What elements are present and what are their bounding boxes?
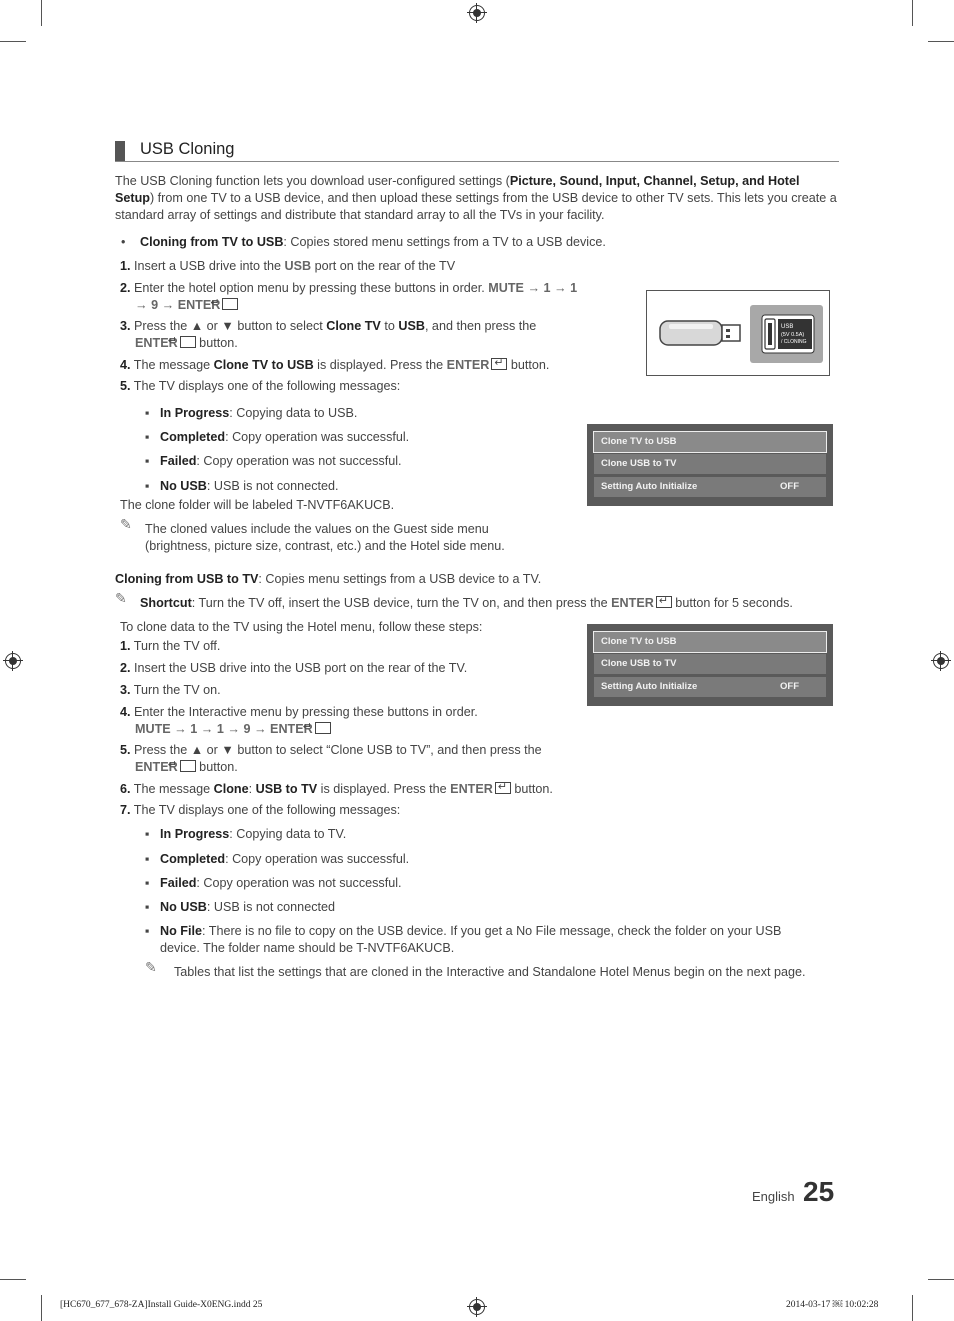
language-label: English — [752, 1189, 795, 1204]
enter-icon — [180, 336, 196, 348]
message-item: No File: There is no file to copy on the USB device. If you get a No File message, check the folder on your USB device. The folder name should be T-NVTF6AKUCB. — [160, 924, 782, 955]
menu-item-setting-auto-initialize[interactable]: Setting Auto Initialize OFF — [594, 677, 826, 697]
step-4: 4. The message Clone TV to USB is displayed. Press the ENTER↵ button. — [120, 357, 590, 374]
bullet-dot: ▪ — [145, 900, 150, 914]
final-note: Tables that list the settings that are cloned in the Interactive and Standalone Hotel Menus begin on the next page. — [174, 965, 806, 979]
bullet-dot: • — [121, 235, 126, 249]
usb-port-label: (5V 0.5A) — [781, 332, 805, 338]
menu-item-clone-tv-to-usb[interactable]: Clone TV to USB — [594, 632, 826, 652]
registration-mark-icon — [469, 5, 485, 21]
note-icon: ✎ — [120, 517, 132, 533]
note-icon: ✎ — [145, 960, 157, 976]
page-number: 25 — [803, 1176, 835, 1207]
usb-drive-icon — [647, 291, 829, 375]
bullet-dot: ▪ — [145, 454, 150, 468]
usb-port-label: USB — [781, 324, 794, 330]
shortcut-note: Shortcut: Turn the TV off, insert the USB device, turn the TV on, and then press the ENTER↵ button for 5 seconds. — [140, 595, 840, 612]
message-item: In Progress: Copying data to TV. — [160, 827, 347, 841]
enter-icon — [495, 782, 511, 794]
crop-mark — [912, 1295, 913, 1321]
menu-item-clone-usb-to-tv[interactable]: Clone USB to TV — [594, 654, 826, 674]
enter-icon — [180, 760, 196, 772]
file-info: [HC670_677_678-ZA]Install Guide-X0ENG.indd 25 — [60, 1300, 263, 1310]
clone-steps-lead: To clone data to the TV using the Hotel menu, follow these steps: — [120, 620, 483, 634]
message-item: No USB: USB is not connected. — [160, 479, 339, 493]
enter-icon — [222, 298, 238, 310]
message-item: Completed: Copy operation was successful. — [160, 430, 410, 444]
intro-paragraph: The USB Cloning function lets you download user-configured settings (Picture, Sound, Input, Channel, Setup, and Hotel Setup) from one TV to a USB device, and then upload these settings from the USB device to other TV sets. This lets you create a standard array of settings and distribute that standard array to all the TVs in your facility. — [115, 174, 837, 222]
message-item: Completed: Copy operation was successful. — [160, 852, 410, 866]
crop-mark — [41, 1295, 42, 1321]
step-6: 6. The message Clone: USB to TV is displayed. Press the ENTER↵ button. — [120, 781, 590, 798]
crop-mark — [928, 41, 954, 42]
step-2: 2. Insert the USB drive into the USB port on the rear of the TV. — [120, 661, 468, 675]
message-item: In Progress: Copying data to USB. — [160, 406, 358, 420]
message-item: No USB: USB is not connected — [160, 900, 335, 914]
bullet-dot: ▪ — [145, 852, 150, 866]
bullet-dot: ▪ — [145, 479, 150, 493]
step-2: 2. Enter the hotel option menu by pressing these buttons in order. MUTE → 1 → 1 → 9 → ENTER↵ — [120, 280, 585, 314]
registration-mark-icon — [469, 1299, 485, 1315]
step-1: 1. Turn the TV off. — [120, 639, 221, 653]
step-1: 1. Insert a USB drive into the USB port on the rear of the TV — [120, 259, 456, 273]
step-5: 5. Press the ▲ or ▼ button to select “Clone USB to TV”, and then press the ENTER↵ button. — [120, 742, 595, 776]
step-5: 5. The TV displays one of the following messages: — [120, 379, 401, 393]
clone-menu-panel — [587, 424, 833, 506]
bullet-dot: ▪ — [145, 876, 150, 890]
registration-mark-icon — [933, 653, 949, 669]
menu-item-setting-auto-initialize[interactable]: Setting Auto Initialize OFF — [594, 477, 826, 497]
crop-mark — [928, 1279, 954, 1280]
bullet-dot: ▪ — [145, 924, 150, 938]
crop-mark — [41, 0, 42, 26]
crop-mark — [0, 1279, 26, 1280]
menu-item-clone-usb-to-tv[interactable]: Clone USB to TV — [594, 454, 826, 474]
step-3: 3. Turn the TV on. — [120, 683, 221, 697]
message-item: Failed: Copy operation was not successful. — [160, 454, 402, 468]
registration-mark-icon — [5, 653, 21, 669]
section-marker — [115, 141, 125, 161]
section-rule — [115, 161, 839, 162]
enter-icon — [656, 596, 672, 608]
step-4: 4. Enter the Interactive menu by pressing these buttons in order. MUTE → 1 → 1 → 9 → ENTER↵ — [120, 704, 595, 738]
folder-note: The clone folder will be labeled T-NVTF6AKUCB. — [120, 498, 395, 512]
usb-illustration — [646, 290, 830, 376]
print-date: 2014-03-17 ￼ 10:02:28 — [786, 1300, 879, 1310]
step-3: 3. Press the ▲ or ▼ button to select Clone TV to USB, and then press the ENTER↵ button. — [120, 318, 585, 352]
usb-to-tv-heading: Cloning from USB to TV: Copies menu settings from a USB device to a TV. — [115, 572, 542, 586]
clone-values-note: The cloned values include the values on the Guest side menu (brightness, picture size, contrast, etc.) and the Hotel side menu. — [145, 522, 505, 553]
clone-menu-panel — [587, 624, 833, 706]
section-title: USB Cloning — [140, 140, 235, 158]
enter-icon — [491, 358, 507, 370]
usb-port-label: / CLONING — [781, 339, 807, 345]
bullet-dot: ▪ — [145, 827, 150, 841]
tv-to-usb-bullet: Cloning from TV to USB: Copies stored menu settings from a TV to a USB device. — [140, 235, 606, 249]
bullet-dot: ▪ — [145, 430, 150, 444]
note-icon: ✎ — [115, 591, 127, 607]
enter-icon — [315, 722, 331, 734]
step-7: 7. The TV displays one of the following messages: — [120, 803, 401, 817]
bullet-dot: ▪ — [145, 406, 150, 420]
message-item: Failed: Copy operation was not successful. — [160, 876, 402, 890]
crop-mark — [0, 41, 26, 42]
menu-item-clone-tv-to-usb[interactable]: Clone TV to USB — [594, 432, 826, 452]
crop-mark — [912, 0, 913, 26]
